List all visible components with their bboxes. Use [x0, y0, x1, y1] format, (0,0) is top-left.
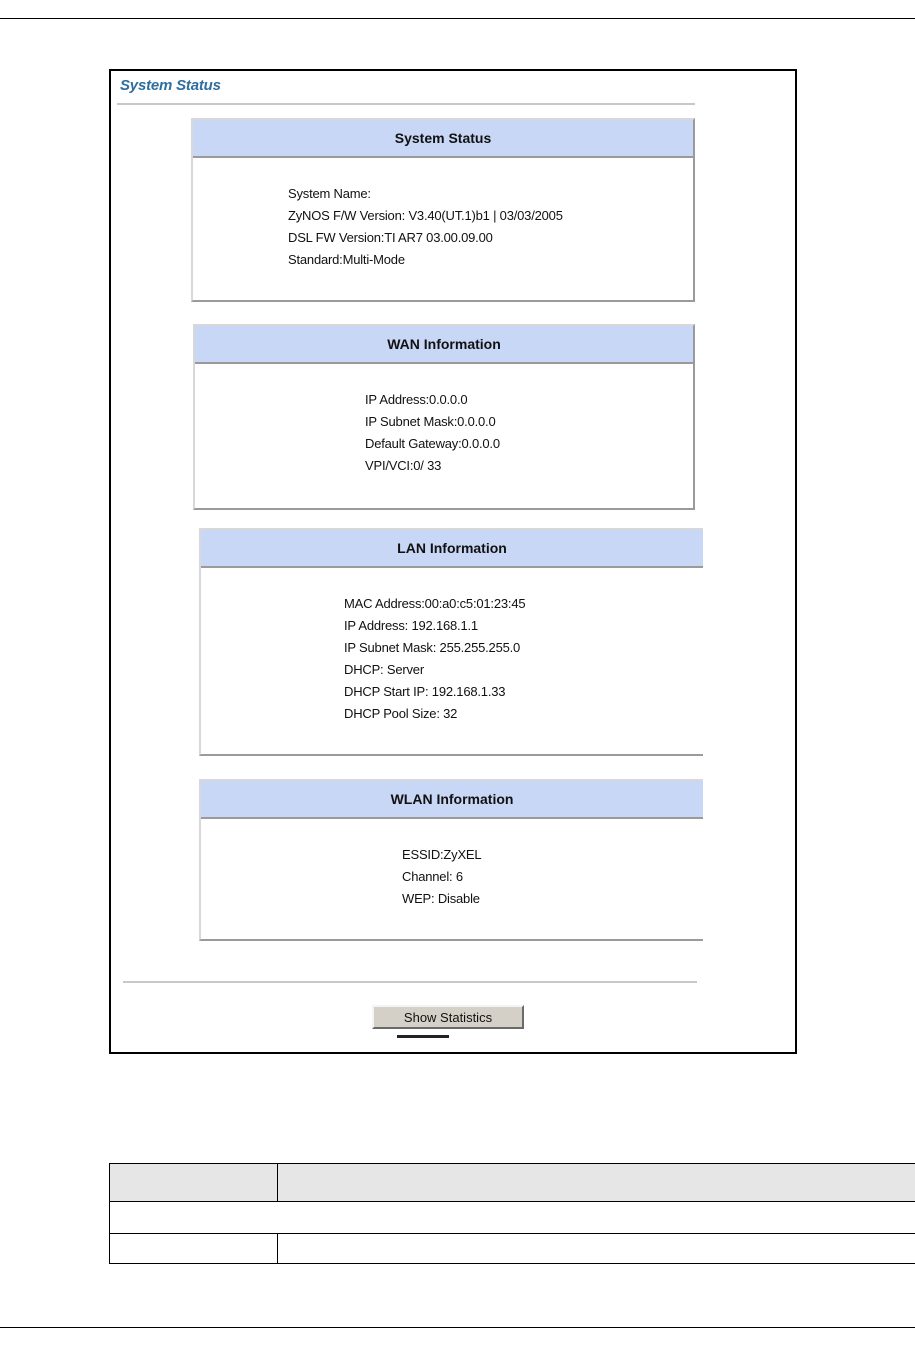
table-section-cell [110, 1202, 915, 1234]
essid-line: ESSID:ZyXEL [402, 847, 482, 862]
table-header-row [110, 1164, 915, 1202]
dhcp-mode-line: DHCP: Server [344, 662, 424, 677]
lan-ip-address-line: IP Address: 192.168.1.1 [344, 618, 478, 633]
dsl-firmware-line: DSL FW Version:TI AR7 03.00.09.00 [288, 230, 493, 245]
page-title: System Status [120, 77, 221, 94]
table-row [110, 1234, 915, 1264]
wlan-information-panel [199, 779, 703, 941]
standard-line: Standard:Multi-Mode [288, 252, 405, 267]
wan-vpi-vci-line: VPI/VCI:0/ 33 [365, 458, 442, 473]
table-header-description-cell [278, 1164, 915, 1202]
page-header-rule [0, 18, 915, 19]
wan-information-panel [193, 324, 695, 510]
description-table [109, 1163, 915, 1264]
title-divider [117, 103, 695, 105]
system-status-screenshot [109, 69, 797, 1054]
show-statistics-button[interactable]: Show Statistics [372, 1005, 524, 1029]
lan-information-panel [199, 528, 703, 756]
page-footer-rule [0, 1327, 915, 1328]
system-status-heading: System Status [193, 120, 693, 158]
table-description-cell [278, 1234, 915, 1264]
channel-line: Channel: 6 [402, 869, 463, 884]
dhcp-pool-size-line: DHCP Pool Size: 32 [344, 706, 458, 721]
lan-information-heading: LAN Information [201, 530, 703, 568]
firmware-version-line: ZyNOS F/W Version: V3.40(UT.1)b1 | 03/03/2005 [288, 208, 563, 223]
footer-divider [123, 981, 697, 983]
dhcp-start-ip-line: DHCP Start IP: 192.168.1.33 [344, 684, 506, 699]
wan-information-heading: WAN Information [195, 326, 693, 364]
button-focus-bar [397, 1035, 449, 1038]
wan-gateway-line: Default Gateway:0.0.0.0 [365, 436, 500, 451]
table-header-label-cell [110, 1164, 278, 1202]
wlan-information-heading: WLAN Information [201, 781, 703, 819]
system-name-line: System Name: [288, 186, 371, 201]
wan-ip-address-line: IP Address:0.0.0.0 [365, 392, 468, 407]
lan-subnet-mask-line: IP Subnet Mask: 255.255.255.0 [344, 640, 521, 655]
system-status-panel [191, 118, 695, 302]
table-section-row [110, 1202, 915, 1234]
table-label-cell [110, 1234, 278, 1264]
wep-line: WEP: Disable [402, 891, 480, 906]
wan-subnet-mask-line: IP Subnet Mask:0.0.0.0 [365, 414, 496, 429]
mac-address-line: MAC Address:00:a0:c5:01:23:45 [344, 596, 526, 611]
